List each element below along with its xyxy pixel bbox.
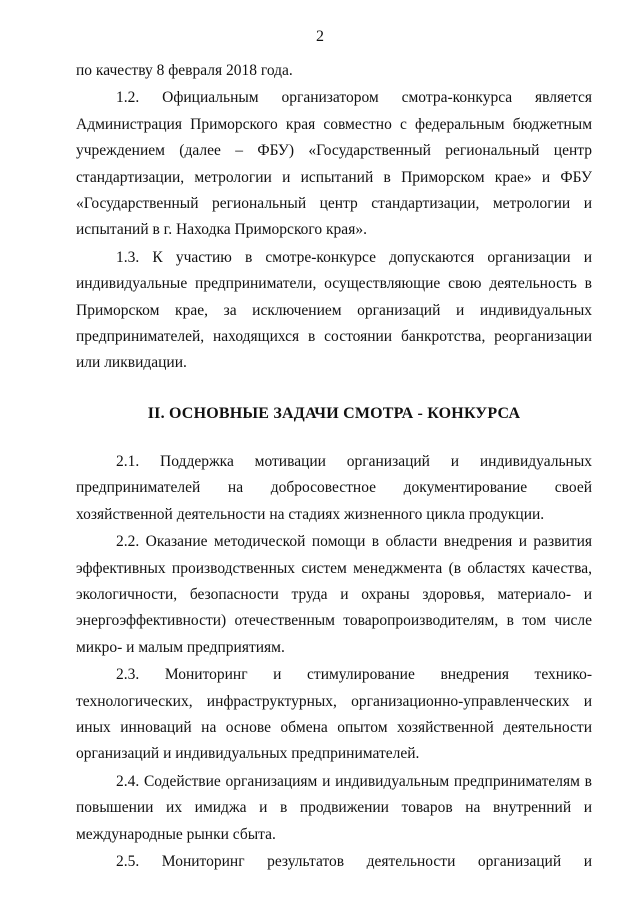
paragraph-2-3: 2.3. Мониторинг и стимулирование внедрения технико-технологических, инфраструктурных, организационно-управленческих и иных инноваций на основе обмена опытом хозяйственной деятельности организаций и индивидуальных предпринимателей.: [76, 666, 592, 763]
section-heading: II. ОСНОВНЫЕ ЗАДАЧИ СМОТРА - КОНКУРСА: [147, 404, 521, 422]
paragraph-1-3: 1.3. К участию в смотре-конкурсе допускаются организации и индивидуальные предприниматели, осуществляющие свою деятельность в Приморском крае, за исключением организаций и индивидуальных предпринимателей, находящихся в состоянии банкротства, реорганизации или ликвидации.: [76, 248, 592, 372]
paragraph-2-2: 2.2. Оказание методической помощи в области внедрения и развития эффективных производственных систем менеджмента (в областях качества, экологичности, безопасности труда и охраны здоровья, материало- и энергоэффективности) отечественным товаропроизводителям, в том числе микро- и малым предприятиям.: [76, 533, 592, 656]
paragraph-2-5: 2.5. Мониторинг результатов деятельности организаций и: [116, 852, 592, 870]
paragraph-1-2: 1.2. Официальным организатором смотра-конкурса является Администрация Приморского края совместно с федеральным бюджетным учреждением (далее – ФБУ) «Государственный региональный центр стандартизации, метрологии и испытаний в Приморском крае» и ФБУ «Государственный региональный центр стандартизации, метрологии и испытаний в г. Находка Приморского края».: [76, 89, 592, 239]
document-body: [76, 58, 592, 875]
paragraph-2-1: 2.1. Поддержка мотивации организаций и индивидуальных предпринимателей на добросовестное документирование своей хозяйственной деятельности на стадиях жизненного цикла продукции.: [76, 452, 592, 523]
paragraph-2-4: 2.4. Содействие организациям и индивидуальным предпринимателям в повышении их имиджа и в продвижении товаров на внутренний и международные рынки сбыта.: [76, 772, 592, 843]
intro-line: по качеству 8 февраля 2018 года.: [76, 62, 293, 79]
page-number: 2: [316, 28, 324, 45]
